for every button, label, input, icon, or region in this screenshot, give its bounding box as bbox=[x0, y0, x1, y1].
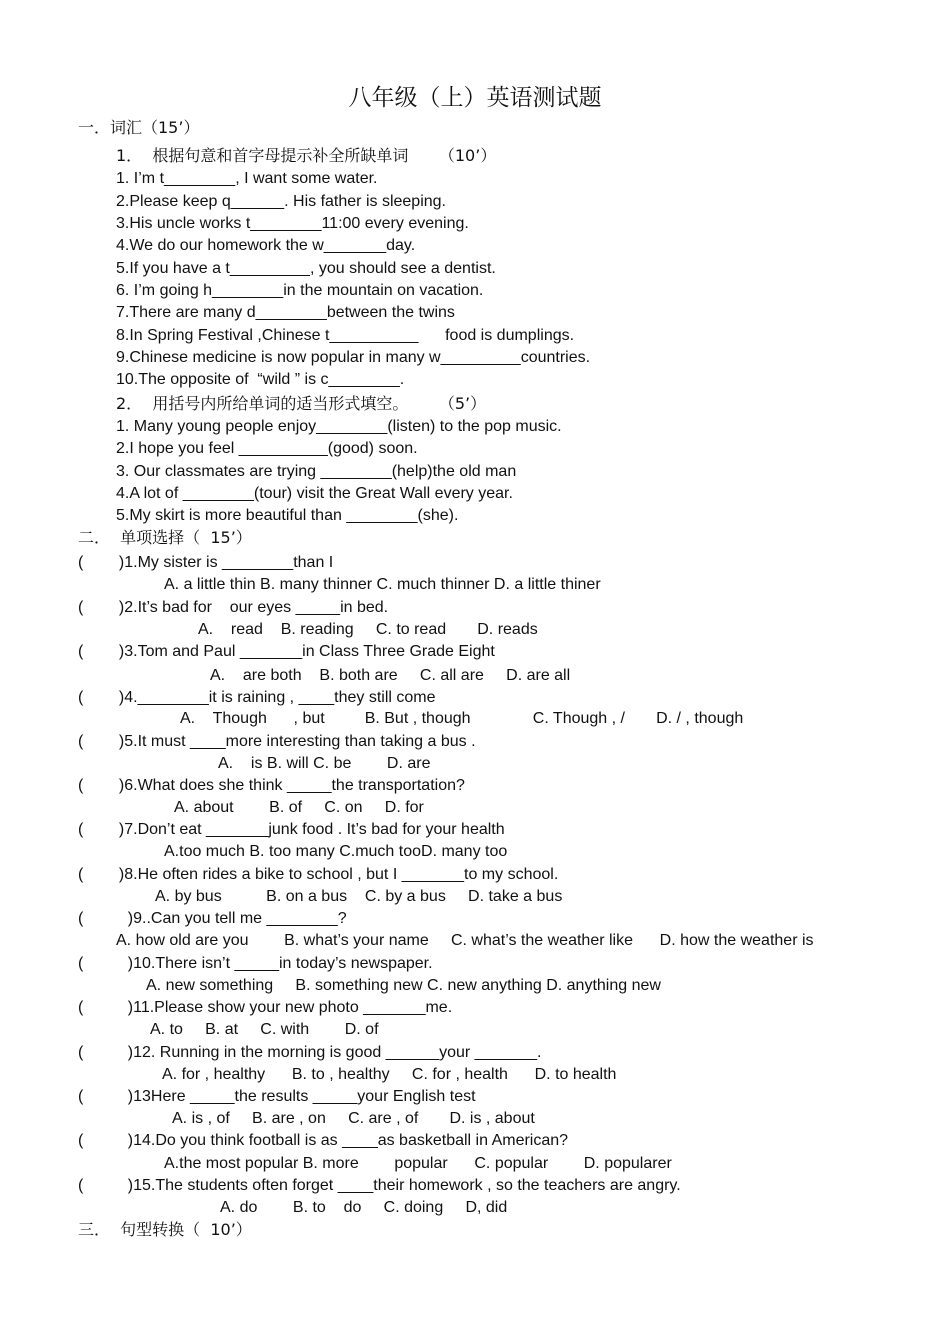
mc-options: A. is B. will C. be D. are bbox=[218, 755, 431, 772]
mc-options: A. are both B. both are C. all are D. are all bbox=[210, 667, 571, 684]
mc-options: A. Though , but B. But , though C. Though , / D. / , though bbox=[180, 710, 744, 727]
vocab-item: 9.Chinese medicine is now popular in many w_________countries. bbox=[116, 349, 591, 366]
mc-question: ( )11.Please show your new photo _______me. bbox=[78, 999, 453, 1016]
vocab-item: 2.Please keep q______. His father is sleeping. bbox=[116, 193, 446, 210]
word-form-item: 2.I hope you feel __________(good) soon. bbox=[116, 440, 418, 457]
mc-options: A. how old are you B. what’s your name C. what’s the weather like D. how the weather is bbox=[116, 932, 814, 949]
vocab-item: 1. I’m t________, I want some water. bbox=[116, 170, 378, 187]
mc-options: A. read B. reading C. to read D. reads bbox=[198, 621, 538, 638]
page-title: 八年级（上）英语测试题 bbox=[348, 85, 602, 111]
section2-heading: 二． 单项选择（ 15’） bbox=[78, 528, 252, 547]
mc-question: ( )6.What does she think _____the transportation? bbox=[78, 777, 465, 794]
mc-options: A. to B. at C. with D. of bbox=[150, 1021, 379, 1038]
vocab-item: 10.The opposite of “wild ” is c________. bbox=[116, 371, 405, 388]
mc-options: A. about B. of C. on D. for bbox=[174, 799, 424, 816]
vocab-item: 5.If you have a t_________, you should see a dentist. bbox=[116, 260, 496, 277]
section1-part2-heading: 2． 用括号内所给单词的适当形式填空。 （5’） bbox=[116, 394, 487, 413]
word-form-item: 4.A lot of ________(tour) visit the Great Wall every year. bbox=[116, 485, 513, 502]
section1-heading: 一．词汇（15’） bbox=[78, 118, 200, 137]
mc-question: ( )15.The students often forget ____their homework , so the teachers are angry. bbox=[78, 1177, 681, 1194]
mc-question: ( )10.There isn’t _____in today’s newspaper. bbox=[78, 955, 433, 972]
mc-options: A. for , healthy B. to , healthy C. for , health D. to health bbox=[162, 1066, 617, 1083]
mc-options: A. do B. to do C. doing D, did bbox=[220, 1199, 508, 1216]
mc-options: A.the most popular B. more popular C. popular D. popularer bbox=[164, 1155, 672, 1172]
word-form-item: 5.My skirt is more beautiful than ________(she). bbox=[116, 507, 459, 524]
mc-options: A. a little thin B. many thinner C. much thinner D. a little thiner bbox=[164, 576, 601, 593]
vocab-item: 4.We do our homework the w_______day. bbox=[116, 237, 416, 254]
mc-question: ( )9..Can you tell me ________? bbox=[78, 910, 347, 927]
section3-heading: 三． 句型转换（ 10’） bbox=[78, 1220, 252, 1239]
section1-part1-heading: 1． 根据句意和首字母提示补全所缺单词 （10’） bbox=[116, 146, 497, 165]
vocab-item: 6. I’m going h________in the mountain on vacation. bbox=[116, 282, 484, 299]
mc-question: ( )12. Running in the morning is good ______your _______. bbox=[78, 1044, 542, 1061]
mc-options: A. by bus B. on a bus C. by a bus D. take a bus bbox=[155, 888, 563, 905]
vocab-item: 3.His uncle works t________11:00 every evening. bbox=[116, 215, 469, 232]
vocab-item: 7.There are many d________between the twins bbox=[116, 304, 455, 321]
word-form-item: 3. Our classmates are trying ________(help)the old man bbox=[116, 463, 517, 480]
word-form-item: 1. Many young people enjoy________(listen) to the pop music. bbox=[116, 418, 562, 435]
mc-question: ( )3.Tom and Paul _______in Class Three Grade Eight bbox=[78, 643, 495, 660]
mc-options: A. is , of B. are , on C. are , of D. is , about bbox=[172, 1110, 535, 1127]
mc-question: ( )5.It must ____more interesting than taking a bus . bbox=[78, 733, 476, 750]
mc-question: ( )13Here _____the results _____your English test bbox=[78, 1088, 476, 1105]
mc-question: ( )7.Don’t eat _______junk food . It’s bad for your health bbox=[78, 821, 505, 838]
mc-question: ( )4.________it is raining , ____they still come bbox=[78, 689, 436, 706]
mc-question: ( )14.Do you think football is as ____as basketball in American? bbox=[78, 1132, 569, 1149]
vocab-item: 8.In Spring Festival ,Chinese t__________ food is dumplings. bbox=[116, 327, 575, 344]
mc-options: A.too much B. too many C.much tooD. many too bbox=[164, 843, 508, 860]
mc-question: ( )1.My sister is ________than I bbox=[78, 554, 334, 571]
mc-question: ( )8.He often rides a bike to school , but I _______to my school. bbox=[78, 866, 559, 883]
mc-question: ( )2.It’s bad for our eyes _____in bed. bbox=[78, 599, 389, 616]
mc-options: A. new something B. something new C. new anything D. anything new bbox=[146, 977, 661, 994]
